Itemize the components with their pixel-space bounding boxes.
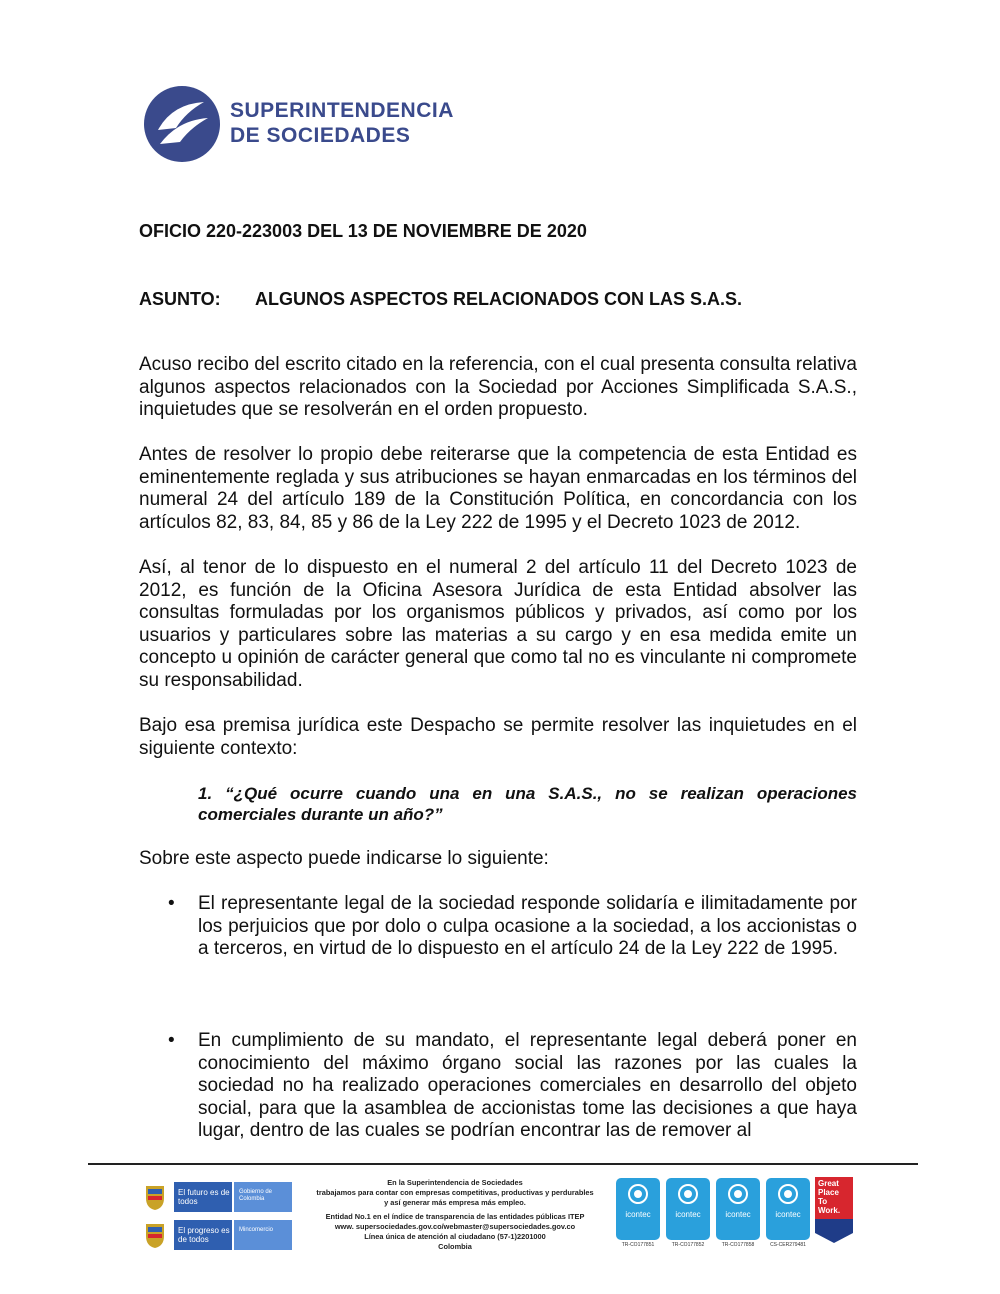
gov-logo-left-text: El progreso es de todos — [174, 1220, 232, 1250]
subject-label: ASUNTO: — [139, 289, 221, 309]
logo-line-1: SUPERINTENDENCIA — [230, 99, 454, 122]
paragraph-4: Bajo esa premisa jurídica este Despacho se permite resolver las inquietudes en el siguiente contexto: — [139, 715, 857, 759]
gov-logo-progreso — [138, 1220, 294, 1250]
icontec-emblem-icon — [766, 1180, 810, 1210]
paragraph-3: Así, al tenor de lo dispuesto en el numeral 2 del artículo 11 del Decreto 1023 de 2012, es función de la Oficina Asesora Jurídica de esta Entidad absolver las consultas formuladas por los organismos públicos y privados, así como por los usuarios y particulares sobre las materias a su cargo y en esa medida emite un concepto u opinión de carácter general que como tal no es vinculante ni compromete su responsabilidad. — [139, 557, 857, 691]
icontec-cert-badge — [766, 1178, 810, 1248]
footer-line: En la Superintendencia de Sociedades — [387, 1178, 523, 1187]
icontec-cert-badge — [616, 1178, 660, 1248]
paragraph-1: Acuso recibo del escrito citado en la referencia, con el cual presenta consulta relativa algunos aspectos relacionados con la Sociedad por Acciones Simplificada S.A.S., inquietudes que se resolverán en el orden propuesto. — [139, 354, 857, 421]
superintendencia-logo — [142, 84, 472, 164]
icontec-emblem-icon — [616, 1180, 660, 1210]
gptw-line: Place — [818, 1188, 839, 1197]
answer-intro: Sobre este aspecto puede indicarse lo siguiente: — [139, 848, 549, 869]
gov-logo-left-text: El futuro es de todos — [174, 1182, 232, 1212]
gptw-text — [818, 1179, 840, 1215]
footer-line: y así generar más empresa más empleo. — [384, 1198, 526, 1207]
icontec-emblem-icon — [666, 1180, 710, 1210]
cert-name: icontec — [775, 1210, 801, 1219]
gptw-line: Great — [818, 1179, 839, 1188]
logo-emblem-icon — [142, 84, 222, 164]
question-1: 1. “¿Qué ocurre cuando una en una S.A.S., no se realizan operaciones comerciales durante un año?” — [198, 784, 857, 824]
document-title: OFICIO 220-223003 DEL 13 DE NOVIEMBRE DE 2020 — [139, 221, 587, 241]
colombia-shield-icon — [140, 1220, 170, 1250]
gptw-line: Work. — [818, 1206, 841, 1215]
footer-phone: Línea única de atención al ciudadano (57-1)2201000 — [364, 1232, 546, 1241]
cert-name: icontec — [725, 1210, 751, 1219]
paragraph-2: Antes de resolver lo propio debe reiterarse que la competencia de esta Entidad es eminentemente reglada y sus atribuciones se hayan enmarcadas en los términos del numeral 24 del artículo 189 de la Constitución Política, en concordancia con los artículos 82, 83, 84, 85 y 86 de la Ley 222 de 1995 y el Decreto 1023 de 2012. — [139, 444, 857, 533]
cert-code: CS-CER279481 — [770, 1242, 806, 1248]
gov-logo-right-text: Gobierno de Colombia — [234, 1182, 292, 1212]
subject-text: ALGUNOS ASPECTOS RELACIONADOS CON LAS S.A.S. — [255, 289, 743, 309]
icontec-cert-badge — [666, 1178, 710, 1248]
gov-logo-futuro — [138, 1182, 294, 1212]
great-place-to-work-badge — [815, 1177, 853, 1243]
icontec-cert-badge — [716, 1178, 760, 1248]
bullet-marker: • — [168, 893, 175, 914]
footer-info — [300, 1178, 610, 1252]
logo-line-2: DE SOCIEDADES — [230, 124, 411, 147]
gov-logo-right-text: Mincomercio — [234, 1220, 292, 1250]
cert-code: TR-CO177852 — [671, 1242, 705, 1248]
footer-country: Colombia — [438, 1242, 472, 1251]
bullet-item-2: En cumplimiento de su mandato, el representante legal deberá poner en conocimiento del máximo órgano social las razones por las cuales la sociedad no ha realizado operaciones comerciales en desarrollo del objeto social, para que la asamblea de accionistas tome las decisiones a que haya lugar, dentro de las cuales se podrían encontrar las de remover al — [198, 1030, 857, 1142]
cert-name: icontec — [625, 1210, 651, 1219]
bullet-marker: • — [168, 1030, 175, 1051]
bullet-item-1: El representante legal de la sociedad responde solidaría e ilimitadamente por los perjuicios que por dolo o culpa ocasione a la sociedad, a los accionistas o a terceros, en virtud de lo dispuesto en el artículo 24 de la Ley 222 de 1995. — [198, 893, 857, 960]
icontec-emblem-icon — [716, 1180, 760, 1210]
colombia-shield-icon — [140, 1182, 170, 1212]
logo-wordmark — [230, 98, 454, 148]
footer-line: Entidad No.1 en el índice de transparencia de las entidades públicas ITEP — [325, 1212, 585, 1221]
cert-name: icontec — [675, 1210, 701, 1219]
footer-line: trabajamos para contar con empresas competitivas, productivas y perdurables — [316, 1188, 594, 1197]
footer-website: www. supersociedades.gov.co/webmaster@supersociedades.gov.co — [334, 1222, 576, 1231]
footer-divider — [88, 1163, 918, 1165]
cert-code: TR-CO177858 — [721, 1242, 755, 1248]
cert-code: TR-CO177851 — [621, 1242, 655, 1248]
gptw-line: To — [818, 1197, 828, 1206]
subject-line — [139, 288, 742, 310]
